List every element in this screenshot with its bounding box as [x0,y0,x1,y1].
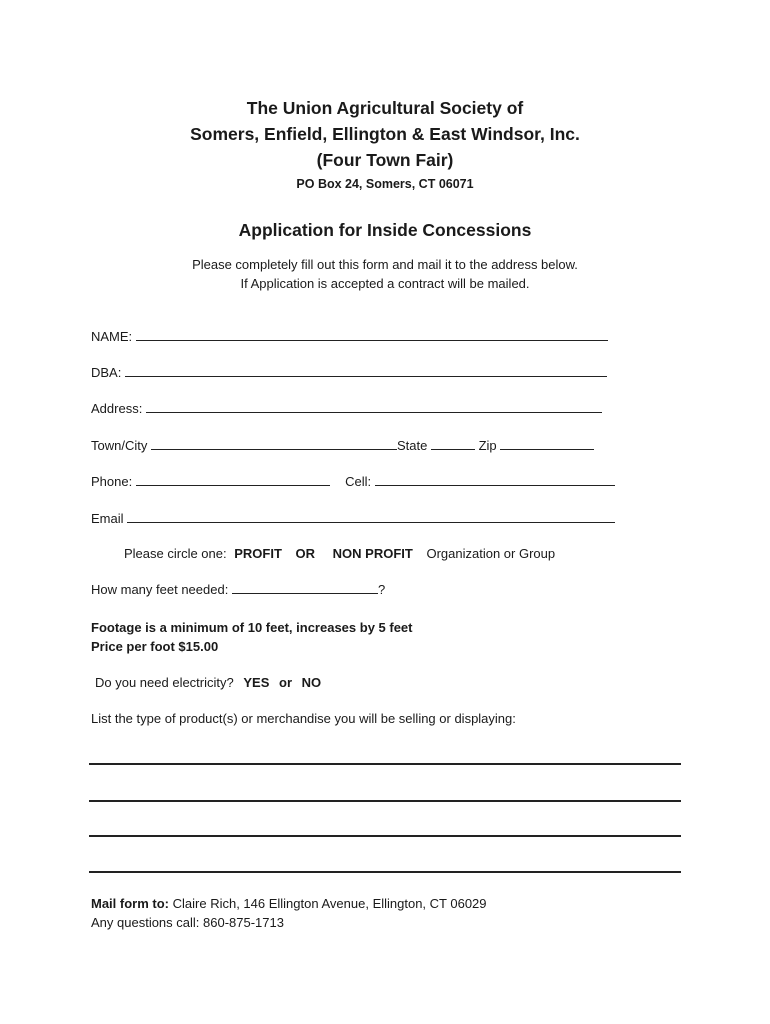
feet-field[interactable] [232,580,378,594]
products-line-2[interactable] [89,800,681,802]
form-title: Application for Inside Concessions [238,220,532,240]
dba-row [91,363,607,382]
organization-header [0,95,770,193]
profit-row [124,545,555,563]
name-row [91,327,608,346]
mail-to-line [91,894,487,913]
town-city-label: Town/City [91,438,148,453]
feet-row [91,580,385,599]
email-field[interactable] [127,509,615,523]
town-row [91,436,594,455]
profit-option[interactable]: PROFIT [234,546,282,561]
electricity-or-text: or [279,675,293,690]
address-label: Address: [91,401,143,416]
footage-note-line1: Footage is a minimum of 10 feet, increases by 5 feet [91,620,413,635]
phone-field[interactable] [136,472,330,486]
state-field[interactable] [431,436,475,450]
name-label: NAME: [91,329,133,344]
org-name-line2: Somers, Enfield, Ellington & East Windsor, Inc. [190,124,580,144]
phone-row [91,472,615,491]
cell-label: Cell: [345,474,372,489]
zip-label: Zip [478,438,497,453]
cell-field[interactable] [375,472,615,486]
org-name-line3: (Four Town Fair) [316,150,454,170]
zip-field[interactable] [500,436,594,450]
products-line-4[interactable] [89,871,681,873]
products-line-1[interactable] [89,763,681,765]
electricity-no-option[interactable]: NO [301,675,322,690]
dba-field[interactable] [125,363,607,377]
mail-to-address: Claire Rich, 146 Ellington Avenue, Ellington, CT 06029 [172,896,487,911]
dba-label: DBA: [91,365,122,380]
electricity-prompt: Do you need electricity? [95,675,234,690]
email-row [91,509,615,528]
electricity-yes-option[interactable]: YES [243,675,270,690]
instructions-line1: Please completely fill out this form and mail it to the address below. [192,257,578,272]
phone-label: Phone: [91,474,133,489]
address-field[interactable] [146,399,602,413]
footer [91,894,487,932]
org-address: PO Box 24, Somers, CT 06071 [296,177,474,191]
feet-label: How many feet needed: [91,582,229,597]
organization-text: Organization or Group [426,546,556,561]
or-text: OR [295,546,316,561]
town-city-field[interactable] [151,436,397,450]
mail-to-label: Mail form to: [91,896,169,911]
products-line-3[interactable] [89,835,681,837]
address-row [91,399,602,418]
instructions [0,255,770,293]
non-profit-option[interactable]: NON PROFIT [332,546,413,561]
questions-line: Any questions call: 860-875-1713 [91,915,284,930]
electricity-row [95,674,321,692]
products-prompt: List the type of product(s) or merchandise you will be selling or displaying: [91,711,516,726]
instructions-line2: If Application is accepted a contract will be mailed. [240,276,530,291]
org-name-line1: The Union Agricultural Society of [246,98,524,118]
feet-question-mark: ? [377,582,386,597]
state-label: State [396,438,428,453]
footage-note-line2: Price per foot $15.00 [91,639,219,654]
email-label: Email [91,511,124,526]
name-field[interactable] [136,327,608,341]
circle-one-prompt: Please circle one: [124,546,227,561]
